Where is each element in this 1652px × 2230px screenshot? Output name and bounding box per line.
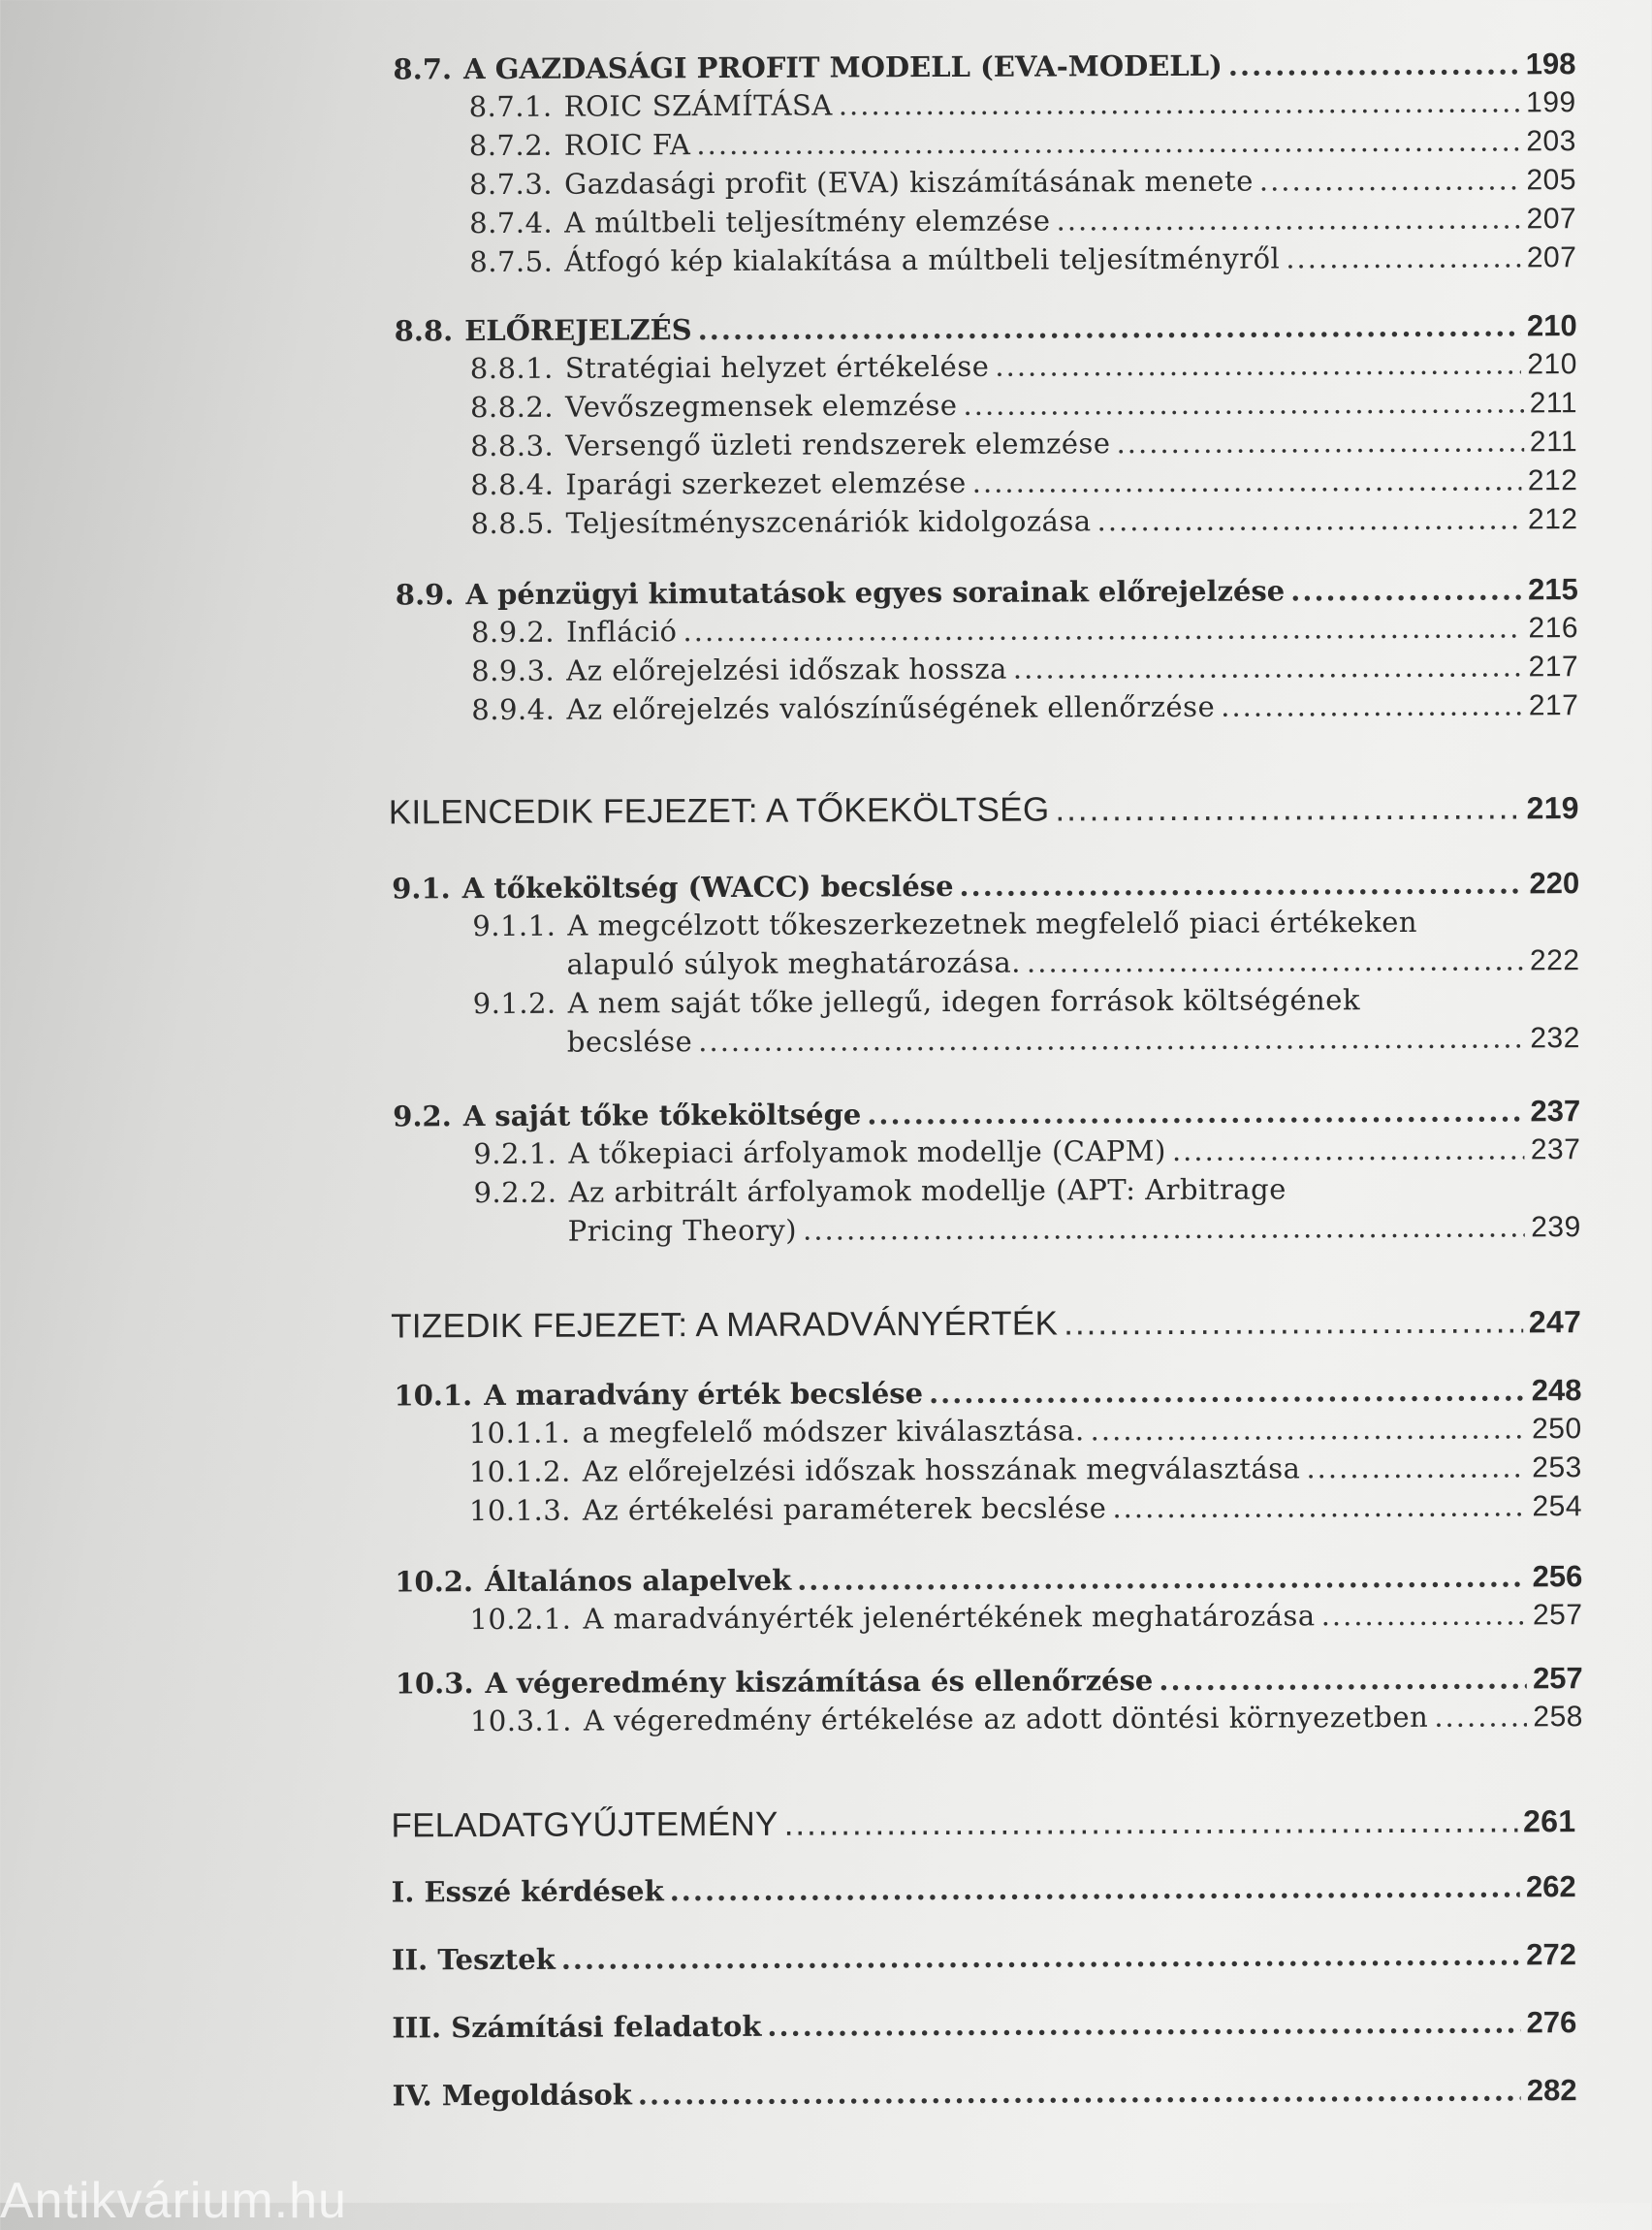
subsection-title-cont: alapuló súlyok meghatározása. <box>566 945 1022 981</box>
page-number: 222 <box>1529 944 1580 977</box>
subsection-number: 10.1.1. <box>468 1416 571 1450</box>
subsection-title: A végeredmény értékelése az adott döntési környezetben <box>583 1700 1429 1737</box>
page-number: 207 <box>1526 241 1577 274</box>
page-number: 211 <box>1529 426 1578 459</box>
subsection-number: 8.7.2. <box>468 128 553 163</box>
leader-dots <box>839 85 1520 121</box>
leader-dots <box>995 347 1521 382</box>
subsection-title: Az előrejelzési időszak hosszának megválasztása <box>582 1451 1301 1488</box>
page-number: 210 <box>1527 348 1577 381</box>
toc-subsection-8-7-4 <box>469 202 1576 240</box>
part-title: IV. Megoldások <box>392 2078 632 2113</box>
subsection-title: Stratégiai helyzet értékelése <box>564 349 990 385</box>
toc-section-10-3 <box>396 1661 1583 1701</box>
leader-dots <box>1064 1302 1523 1343</box>
section-number: 10.1. <box>394 1379 473 1413</box>
toc-exercises-heading <box>391 1801 1575 1845</box>
toc-subsection-10-1-3 <box>469 1489 1582 1528</box>
subsection-number: 8.9.2. <box>470 615 556 650</box>
section-title: A GAZDASÁGI PROFIT MODELL (EVA-MODELL) <box>462 48 1223 86</box>
toc-subsection-9-1-2-line1 <box>473 983 1360 1020</box>
subsection-number: 8.8.4. <box>470 467 555 502</box>
subsection-title: Iparági szerkezet elemzése <box>565 465 967 501</box>
section-number: 10.3. <box>395 1667 474 1701</box>
leader-dots <box>1259 163 1521 197</box>
toc-subsection-8-8-1 <box>470 347 1577 386</box>
section-title: A végeredmény kiszámítása és ellenőrzése <box>485 1664 1154 1701</box>
toc-section-8-8 <box>395 308 1577 348</box>
leader-dots <box>561 1938 1521 1975</box>
part-title: III. Számítási feladatok <box>392 2009 762 2045</box>
page-number: 217 <box>1528 689 1579 722</box>
leader-dots <box>803 1210 1525 1246</box>
toc-part-4 <box>393 2073 1577 2113</box>
subsection-title: Versengő üzleti rendszerek elemzése <box>565 427 1111 462</box>
page-number: 282 <box>1526 2073 1577 2108</box>
section-title: Általános alapelvek <box>484 1563 792 1599</box>
subsection-number: 9.1.2. <box>472 986 556 1021</box>
toc-section-10-2 <box>395 1559 1582 1599</box>
toc-subsection-10-3-1 <box>470 1700 1583 1738</box>
leader-dots <box>929 1374 1526 1410</box>
toc-subsection-10-1-2 <box>469 1450 1582 1489</box>
page-number: 261 <box>1523 1803 1576 1839</box>
page-number: 248 <box>1531 1373 1582 1408</box>
subsection-title-cont: Pricing Theory) <box>567 1213 798 1248</box>
subsection-title: a megfelelő módszer kiválasztása. <box>582 1414 1085 1450</box>
page-number: 262 <box>1525 1869 1576 1904</box>
toc-subsection-8-9-2 <box>471 611 1578 650</box>
subsection-title: A maradványérték jelenértékének meghatározása <box>583 1599 1316 1636</box>
page-number: 257 <box>1532 1599 1583 1632</box>
subsection-title: A tőkepiaci árfolyamok modellje (CAPM) <box>568 1133 1166 1170</box>
toc-subsection-9-2-1 <box>473 1132 1580 1171</box>
page-number: 205 <box>1526 164 1577 197</box>
subsection-title: Az arbitrált árfolyamok modellje (APT: Arbitrage <box>568 1172 1287 1209</box>
page-number: 198 <box>1525 47 1576 81</box>
toc-subsection-8-9-3 <box>471 650 1578 688</box>
page-number: 272 <box>1526 1937 1577 1972</box>
toc-subsection-8-9-4 <box>471 688 1578 727</box>
toc-subsection-8-7-2 <box>469 124 1576 163</box>
leader-dots <box>867 1095 1524 1131</box>
page-number: 216 <box>1528 612 1579 645</box>
toc-subsection-8-7-3 <box>469 163 1576 202</box>
toc-chapter-9 <box>389 788 1579 832</box>
page-number: 210 <box>1526 308 1577 343</box>
section-title: A tőkeköltség (WACC) becslése <box>461 869 954 906</box>
leader-dots <box>1091 1412 1527 1447</box>
subsection-title: Az értékelési paraméterek becslése <box>582 1491 1107 1527</box>
subsection-number: 9.2.1. <box>473 1136 557 1171</box>
subsection-number: 10.1.3. <box>468 1493 572 1528</box>
leader-dots <box>1013 650 1523 685</box>
leader-dots <box>963 386 1523 422</box>
page-number: 220 <box>1529 866 1580 901</box>
subsection-number: 8.8.5. <box>470 506 555 541</box>
section-title: ELŐREJELZÉS <box>464 313 692 348</box>
subsection-title: Infláció <box>565 615 678 649</box>
page-number: 232 <box>1530 1022 1580 1055</box>
leader-dots <box>670 1870 1520 1907</box>
toc-part-3 <box>392 2005 1576 2045</box>
subsection-number: 10.2.1. <box>469 1602 572 1637</box>
leader-dots <box>1112 1489 1526 1524</box>
leader-dots <box>1097 502 1523 537</box>
leader-dots <box>1055 788 1520 829</box>
page-number: 212 <box>1527 503 1578 536</box>
page-number: 276 <box>1526 2005 1577 2040</box>
leader-dots <box>1116 425 1523 460</box>
page-number: 212 <box>1527 464 1578 497</box>
watermark: Antikvárium.hu <box>0 2173 347 2229</box>
toc-subsection-8-7-5 <box>469 240 1576 279</box>
page-number: 258 <box>1533 1701 1584 1734</box>
page-number: 211 <box>1529 387 1578 420</box>
page-number: 239 <box>1531 1211 1581 1244</box>
leader-dots <box>698 1021 1524 1058</box>
leader-dots <box>698 309 1521 346</box>
section-number: 10.2. <box>395 1565 474 1599</box>
section-title: A pénzügyi kimutatások egyes sorainak előrejelzése <box>465 574 1286 612</box>
subsection-title: ROIC FA <box>563 128 691 162</box>
part-title: I. Esszé kérdések <box>391 1874 664 1909</box>
toc-subsection-8-8-2 <box>470 386 1577 425</box>
leader-dots <box>1172 1132 1525 1167</box>
subsection-number: 9.2.2. <box>473 1175 557 1210</box>
subsection-title: A múltbeli teljesítmény elemzése <box>564 204 1051 239</box>
toc-subsection-9-1-1-line2 <box>566 943 1579 982</box>
page-number: 219 <box>1526 790 1579 826</box>
subsection-number: 9.1.1. <box>472 908 556 943</box>
leader-dots <box>959 867 1523 903</box>
leader-dots <box>1228 48 1520 81</box>
page-number: 237 <box>1530 1133 1581 1166</box>
leader-dots <box>797 1560 1527 1596</box>
subsection-number: 10.1.2. <box>468 1454 571 1489</box>
page-number: 256 <box>1532 1559 1583 1594</box>
page-number: 250 <box>1532 1413 1582 1446</box>
section-number: 8.9. <box>395 578 455 612</box>
page-number: 237 <box>1530 1094 1581 1129</box>
page-number: 247 <box>1528 1304 1582 1340</box>
subsection-title: Átfogó kép kialakítása a múltbeli teljesítményről <box>564 241 1281 278</box>
subsection-number: 8.7.1. <box>468 89 553 124</box>
toc-subsection-8-8-4 <box>470 463 1577 502</box>
leader-dots <box>638 2074 1521 2111</box>
toc-subsection-8-8-3 <box>470 425 1577 463</box>
chapter-title: FELADATGYŰJTEMÉNY <box>391 1804 778 1845</box>
section-number: 9.1. <box>392 872 451 906</box>
subsection-title: ROIC SZÁMÍTÁSA <box>563 88 833 123</box>
leader-dots <box>1306 1450 1526 1484</box>
page-number: 217 <box>1528 651 1579 684</box>
subsection-number: 8.7.5. <box>469 244 554 279</box>
leader-dots <box>1056 202 1520 237</box>
toc-section-10-1 <box>394 1373 1581 1413</box>
leader-dots <box>1434 1700 1527 1733</box>
page-number: 207 <box>1526 203 1577 236</box>
page-number: 199 <box>1526 86 1576 119</box>
leader-dots <box>972 463 1522 498</box>
section-number: 8.7. <box>393 52 453 86</box>
subsection-title-cont: becslése <box>566 1025 693 1059</box>
toc-section-9-1 <box>392 866 1579 906</box>
toc-subsection-9-1-1-line1 <box>472 906 1417 942</box>
toc-section-8-9 <box>396 572 1578 612</box>
subsection-title: Az előrejelzési időszak hossza <box>566 652 1007 687</box>
section-title: A maradvány érték becslése <box>484 1377 924 1413</box>
subsection-number: 10.3.1. <box>469 1704 572 1738</box>
toc-subsection-10-2-1 <box>469 1598 1582 1637</box>
page-number: 253 <box>1532 1451 1582 1484</box>
toc-part-1 <box>392 1869 1576 1909</box>
leader-dots <box>1321 1598 1527 1632</box>
subsection-title: Vevőszegmensek elemzése <box>564 388 958 424</box>
subsection-number: 8.8.1. <box>469 351 554 386</box>
toc-part-2 <box>392 1937 1576 1977</box>
toc-subsection-9-2-2-line2 <box>568 1210 1581 1249</box>
leader-dots <box>767 2006 1520 2042</box>
chapter-title: KILENCEDIK FEJEZET: A TŐKEKÖLTSÉG <box>388 790 1050 832</box>
subsection-number: 8.9.4. <box>471 692 556 727</box>
section-number: 9.2. <box>393 1099 452 1133</box>
subsection-title: Az előrejelzés valószínűségének ellenőrzése <box>566 689 1216 726</box>
chapter-title: TIZEDIK FEJEZET: A MARADVÁNYÉRTÉK <box>391 1304 1059 1346</box>
page-number: 257 <box>1532 1661 1583 1696</box>
toc-subsection-10-1-1 <box>469 1412 1582 1450</box>
section-number: 8.8. <box>394 314 454 348</box>
toc-section-8-7 <box>393 47 1575 86</box>
toc-section-9-2 <box>393 1094 1580 1133</box>
page-number: 203 <box>1526 125 1576 158</box>
leader-dots <box>683 611 1522 648</box>
toc-subsection-9-2-2-line1 <box>473 1172 1286 1209</box>
leader-dots <box>696 124 1520 161</box>
section-title: A saját tőke tőkeköltsége <box>462 1098 862 1133</box>
subsection-number: 8.8.2. <box>469 390 555 425</box>
subsection-number: 8.7.4. <box>469 206 554 240</box>
subsection-title: Teljesítményszcenáriók kidolgozása <box>565 504 1092 540</box>
subsection-title: Gazdasági profit (EVA) kiszámításának menete <box>563 164 1254 201</box>
page-number: 254 <box>1532 1490 1583 1523</box>
leader-dots <box>1159 1662 1527 1697</box>
toc-subsection-8-8-5 <box>470 502 1577 541</box>
subsection-number: 8.9.3. <box>471 653 556 688</box>
subsection-number: 8.8.3. <box>470 429 555 463</box>
leader-dots <box>1286 240 1521 274</box>
part-title: II. Tesztek <box>391 1942 556 1977</box>
leader-dots <box>784 1801 1518 1843</box>
subsection-number: 8.7.3. <box>468 167 554 202</box>
page-number: 215 <box>1528 572 1578 607</box>
leader-dots <box>1027 943 1524 978</box>
subsection-title: A megcélzott tőkeszerkezetnek megfelelő piaci értékeken <box>567 905 1418 942</box>
subsection-title: A nem saját tőke jellegű, idegen források költségének <box>567 983 1361 1020</box>
toc-subsection-8-7-1 <box>469 85 1576 124</box>
leader-dots <box>1290 573 1522 607</box>
toc-chapter-10 <box>391 1302 1581 1346</box>
leader-dots <box>1221 688 1523 722</box>
toc-subsection-9-1-2-line2 <box>567 1021 1580 1060</box>
